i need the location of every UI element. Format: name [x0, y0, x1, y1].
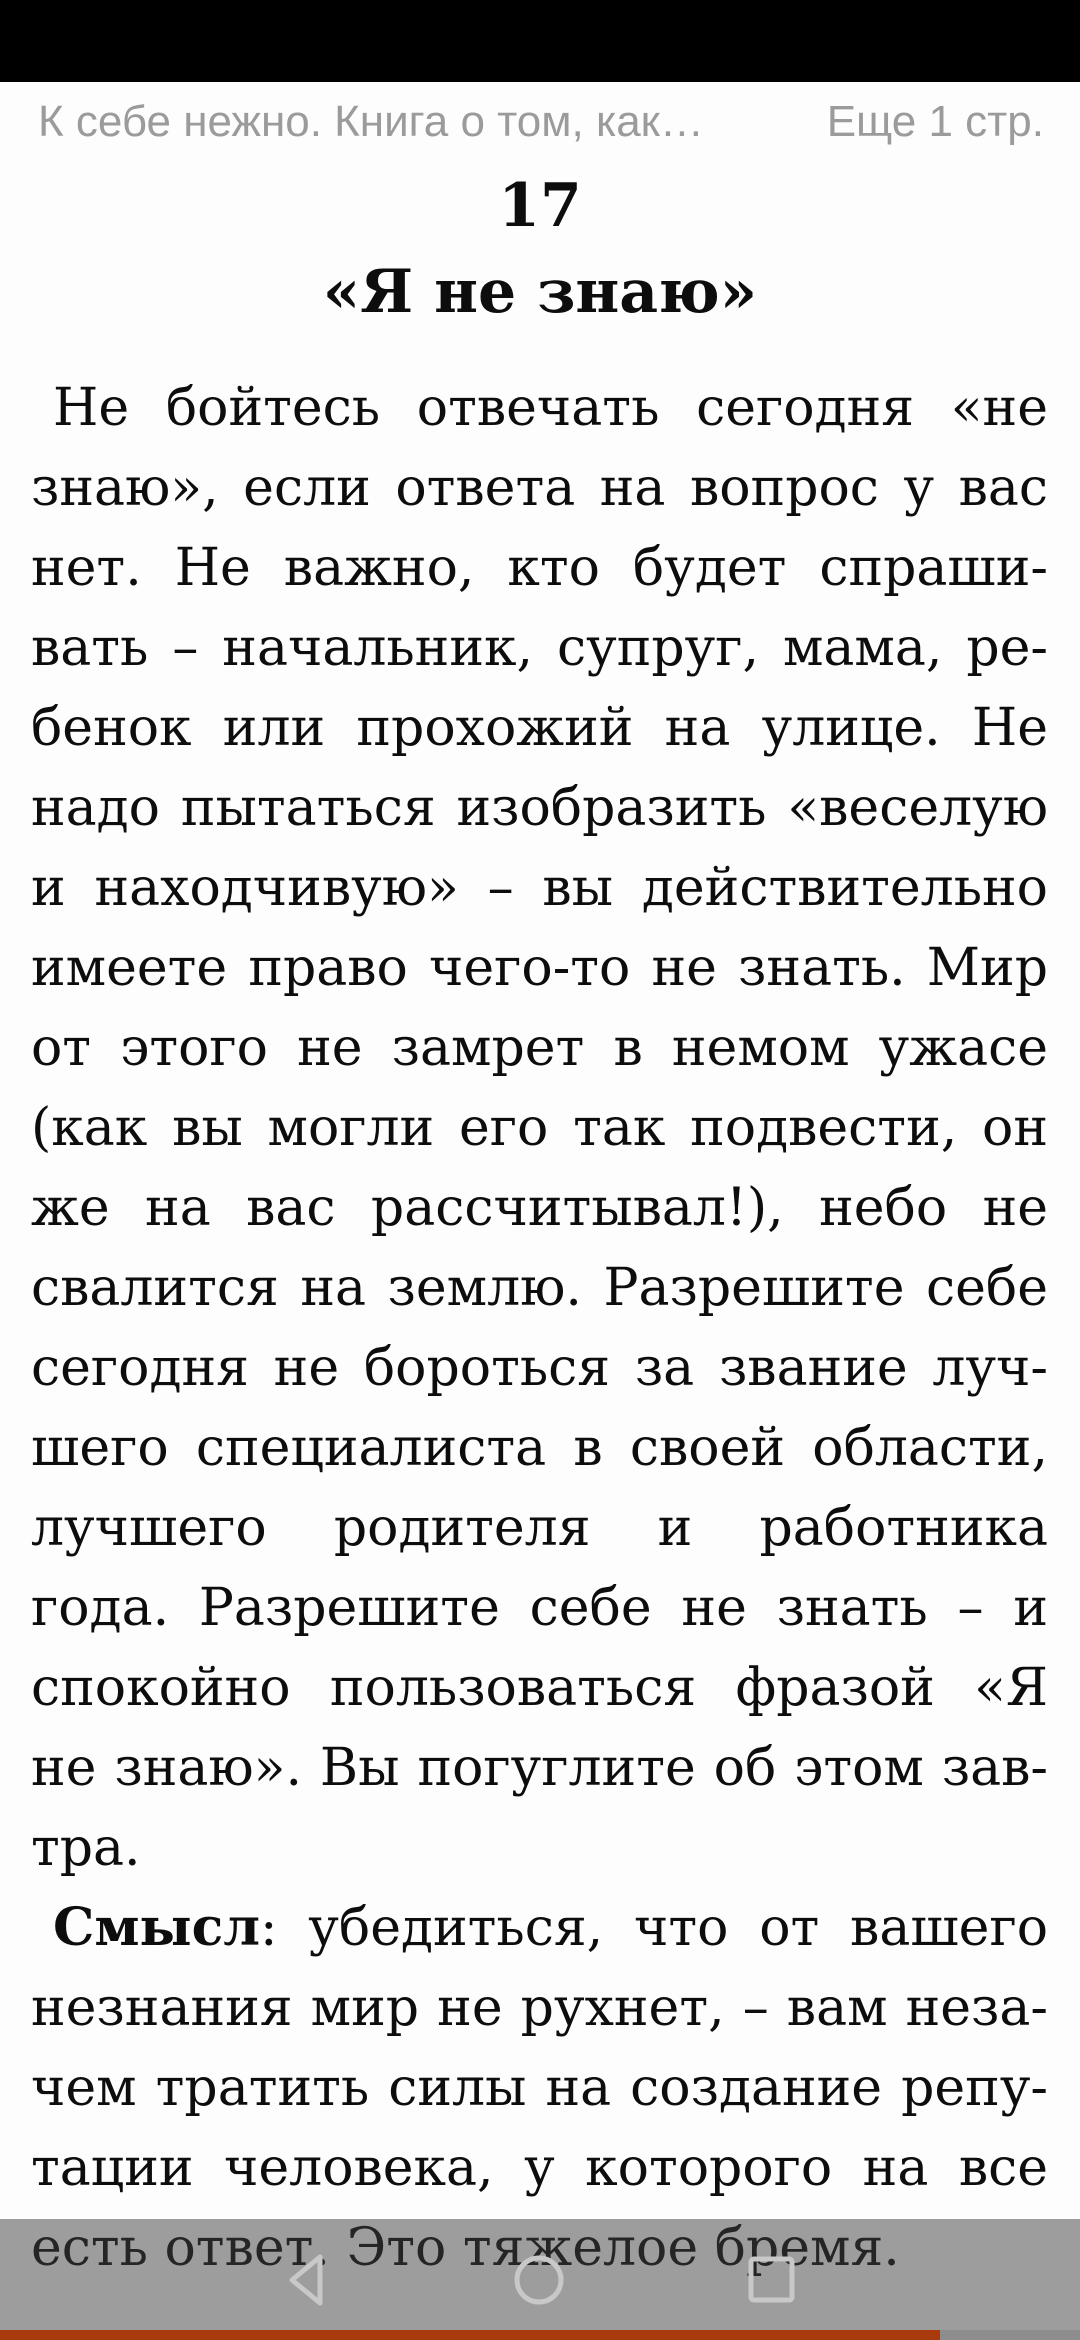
text-line: лучшего родителя и работника [31, 1498, 1048, 1558]
chapter-title: «Я не знаю» [322, 257, 758, 327]
text-line: знаю», если ответа на вопрос у вас [31, 458, 1048, 518]
text-line: бенок или прохожий на улице. Не [31, 698, 1048, 758]
text-line: имеете право чего-то не знать. Мир [31, 938, 1048, 998]
pages-left-indicator: Еще 1 стр. [826, 97, 1044, 146]
chapter-number: 17 [498, 171, 582, 241]
text-line: чем тратить силы на создание репу- [31, 2058, 1048, 2118]
android-navigation-bar [0, 2219, 1080, 2340]
text-line: вать – начальник, супруг, мама, ре- [31, 618, 1048, 678]
text-line: же на вас рассчитывал!), небо не [31, 1178, 1048, 1238]
reader-header [0, 82, 1080, 162]
status-bar [0, 0, 1080, 82]
text-line: надо пытаться изобразить «веселую [31, 778, 1048, 838]
text-line: незнания мир не рухнет, – вам неза- [31, 1978, 1048, 2038]
text-line: не знаю». Вы погуглите об этом зав- [31, 1738, 1048, 1798]
text-line: года. Разрешите себе не знать – и [31, 1578, 1048, 1638]
text-line: нет. Не важно, кто будет спраши- [31, 538, 1048, 598]
home-icon[interactable] [511, 2252, 567, 2308]
page-text[interactable] [0, 368, 1080, 2288]
text-line: тра. [31, 1818, 141, 1878]
text-line: Смысл: убедиться, что от вашего [53, 1897, 1048, 1958]
text-line: сегодня не бороться за звание луч- [31, 1338, 1048, 1398]
recents-icon[interactable] [743, 2252, 799, 2308]
text-line: тации человека, у которого на все [31, 2138, 1048, 2198]
text-line: Не бойтесь отвечать сегодня «не [53, 378, 1048, 438]
text-line: (как вы могли его так подвести, он [31, 1098, 1048, 1158]
text-line: и находчивую» – вы действительно [31, 858, 1048, 918]
text-line: шего специалиста в своей области, [31, 1418, 1048, 1478]
text-line: свалится на землю. Разрешите себе [31, 1258, 1048, 1318]
reading-progress-bar [0, 2330, 940, 2340]
reading-progress-track [0, 2330, 1080, 2340]
text-line: спокойно пользоваться фразой «Я [31, 1658, 1048, 1718]
book-title: К себе нежно. Книга о том, как… [38, 97, 704, 146]
text-line: от этого не замрет в немом ужасе [31, 1018, 1048, 1078]
back-icon[interactable] [281, 2252, 337, 2308]
